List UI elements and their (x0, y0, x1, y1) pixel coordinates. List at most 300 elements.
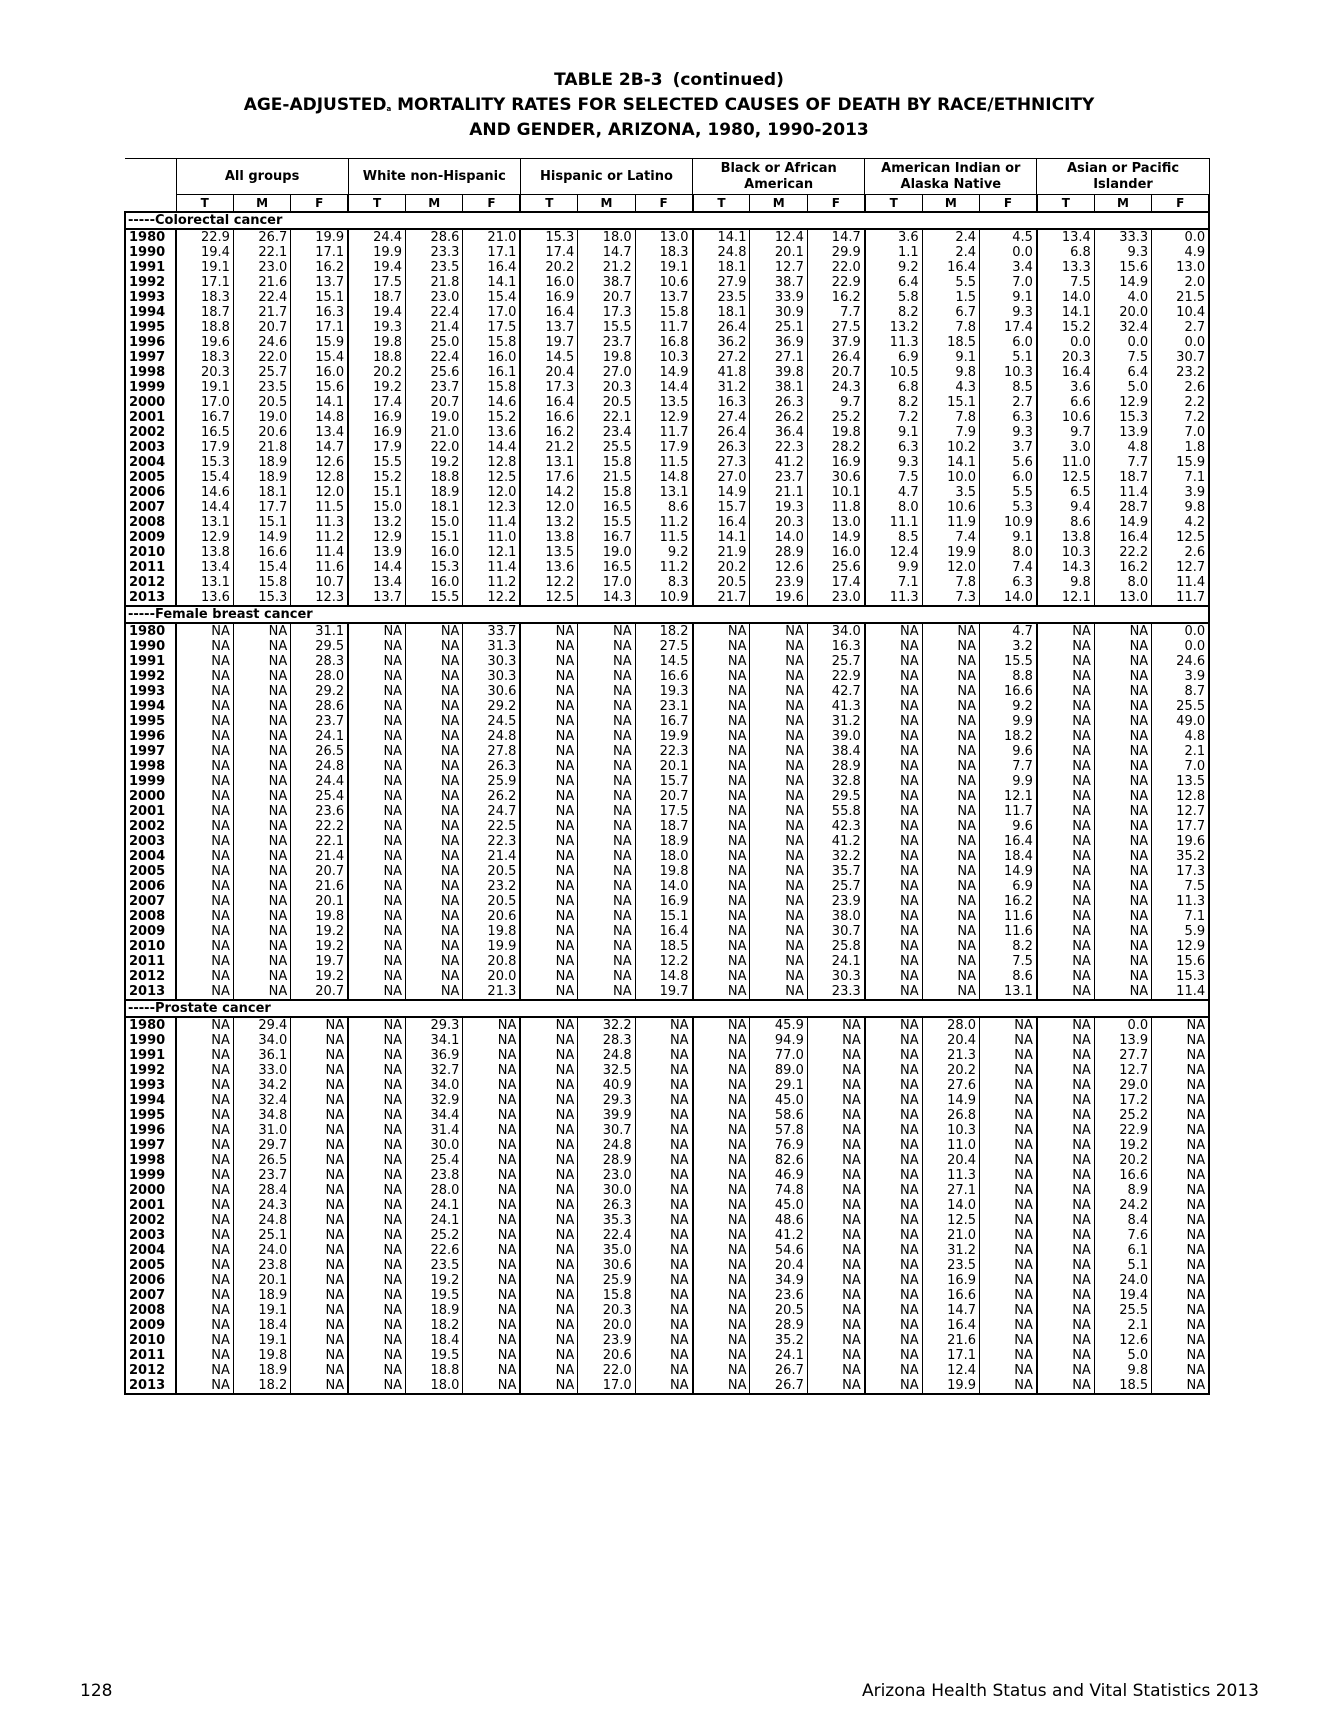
rate-cell: NA (865, 1168, 922, 1183)
rate-cell: 16.4 (922, 260, 979, 275)
rate-cell: NA (578, 699, 635, 714)
rate-cell: NA (291, 1048, 348, 1063)
rate-cell: 31.2 (807, 714, 864, 729)
rate-cell: 2.1 (1094, 1318, 1151, 1333)
rate-cell: NA (406, 909, 463, 924)
rate-cell: NA (865, 1078, 922, 1093)
rate-cell: NA (1037, 774, 1094, 789)
rate-cell: NA (233, 774, 290, 789)
rate-cell: NA (348, 744, 405, 759)
rate-cell: NA (635, 1153, 692, 1168)
rate-cell: NA (865, 1378, 922, 1394)
rate-cell: 16.6 (922, 1288, 979, 1303)
rate-cell: 9.3 (865, 455, 922, 470)
rate-cell: 7.2 (1152, 410, 1209, 425)
rate-cell: NA (348, 804, 405, 819)
rate-cell: NA (693, 1258, 750, 1273)
rate-cell: 15.5 (980, 654, 1037, 669)
rate-cell: NA (176, 1093, 233, 1108)
rate-cell: 30.7 (807, 924, 864, 939)
rate-cell: NA (807, 1273, 864, 1288)
rate-cell: 16.9 (520, 290, 577, 305)
rate-cell: NA (693, 804, 750, 819)
rate-cell: NA (865, 774, 922, 789)
section-label: -----Prostate cancer (125, 1000, 1209, 1017)
rate-cell: 18.9 (406, 485, 463, 500)
rate-cell: 0.0 (980, 245, 1037, 260)
year-cell: 2010 (125, 1333, 176, 1348)
rate-cell: 35.0 (578, 1243, 635, 1258)
rate-cell: 3.9 (1152, 669, 1209, 684)
rate-cell: 9.4 (1037, 500, 1094, 515)
gender-header-t: T (348, 195, 405, 213)
rate-cell: NA (635, 1243, 692, 1258)
rate-cell: 16.7 (635, 714, 692, 729)
rate-cell: 17.4 (807, 575, 864, 590)
rate-cell: NA (1094, 729, 1151, 744)
rate-cell: NA (578, 804, 635, 819)
rate-cell: 17.7 (1152, 819, 1209, 834)
rate-cell: 28.3 (578, 1033, 635, 1048)
rate-cell: 19.2 (348, 380, 405, 395)
rate-cell: 18.1 (406, 500, 463, 515)
rate-cell: 10.9 (980, 515, 1037, 530)
rate-cell: 20.1 (233, 1273, 290, 1288)
year-cell: 2010 (125, 939, 176, 954)
rate-cell: NA (1037, 804, 1094, 819)
rate-cell: 24.8 (578, 1138, 635, 1153)
rate-cell: 20.3 (578, 1303, 635, 1318)
rate-cell: 16.6 (980, 684, 1037, 699)
rate-cell: NA (1152, 1318, 1209, 1333)
rate-cell: NA (176, 623, 233, 639)
year-cell: 2012 (125, 575, 176, 590)
rate-cell: NA (406, 774, 463, 789)
rate-cell: NA (922, 639, 979, 654)
rate-cell: NA (1094, 939, 1151, 954)
rate-cell: NA (1037, 1153, 1094, 1168)
rate-cell: 21.3 (463, 984, 520, 1000)
rate-cell: 16.2 (291, 260, 348, 275)
rate-cell: NA (807, 1348, 864, 1363)
rate-cell: 12.5 (463, 470, 520, 485)
rate-cell: NA (348, 894, 405, 909)
rate-cell: NA (693, 924, 750, 939)
rate-cell: 27.7 (1094, 1048, 1151, 1063)
rate-cell: 8.2 (865, 305, 922, 320)
rate-cell: 13.3 (1037, 260, 1094, 275)
rate-cell: NA (980, 1198, 1037, 1213)
rate-cell: 15.4 (463, 290, 520, 305)
rate-cell: 18.3 (176, 290, 233, 305)
rate-cell: 12.0 (463, 485, 520, 500)
rate-cell: NA (348, 984, 405, 1000)
rate-cell: 20.5 (233, 395, 290, 410)
rate-cell: 20.5 (463, 864, 520, 879)
rate-cell: 20.5 (463, 894, 520, 909)
rate-cell: 34.0 (406, 1078, 463, 1093)
rate-cell: 27.0 (578, 365, 635, 380)
rate-cell: NA (463, 1348, 520, 1363)
rate-cell: 16.7 (176, 410, 233, 425)
rate-cell: 18.1 (693, 305, 750, 320)
rate-cell: 19.7 (291, 954, 348, 969)
rate-cell: NA (693, 1123, 750, 1138)
rate-cell: NA (807, 1033, 864, 1048)
rate-cell: NA (348, 1108, 405, 1123)
year-cell: 2007 (125, 500, 176, 515)
gender-header-f: F (291, 195, 348, 213)
table-row (125, 954, 1209, 969)
rate-cell: NA (1094, 894, 1151, 909)
rate-cell: NA (348, 1213, 405, 1228)
rate-cell: 24.4 (348, 229, 405, 245)
rate-cell: NA (865, 699, 922, 714)
rate-cell: NA (578, 894, 635, 909)
rate-cell: NA (406, 969, 463, 984)
rate-cell: 19.9 (348, 245, 405, 260)
rate-cell: 8.0 (1094, 575, 1151, 590)
table-row (125, 305, 1209, 320)
rate-cell: NA (176, 969, 233, 984)
rate-cell: 13.4 (291, 425, 348, 440)
rate-cell: NA (348, 879, 405, 894)
rate-cell: NA (635, 1033, 692, 1048)
table-row (125, 819, 1209, 834)
rate-cell: 34.0 (807, 623, 864, 639)
group-header-row (125, 159, 1209, 195)
rate-cell: NA (865, 744, 922, 759)
rate-cell: 12.9 (348, 530, 405, 545)
rate-cell: 34.8 (233, 1108, 290, 1123)
rate-cell: NA (1037, 654, 1094, 669)
rate-cell: NA (865, 1258, 922, 1273)
rate-cell: NA (693, 1168, 750, 1183)
rate-cell: 8.5 (980, 380, 1037, 395)
year-cell: 2003 (125, 440, 176, 455)
rate-cell: 13.2 (348, 515, 405, 530)
rate-cell: NA (406, 879, 463, 894)
rate-cell: NA (291, 1258, 348, 1273)
rate-cell: 10.4 (1152, 305, 1209, 320)
rate-cell: 20.2 (922, 1063, 979, 1078)
rate-cell: 20.7 (807, 365, 864, 380)
year-cell: 1995 (125, 1108, 176, 1123)
rate-cell: NA (578, 759, 635, 774)
rate-cell: NA (980, 1288, 1037, 1303)
rate-cell: 6.6 (1037, 395, 1094, 410)
rate-cell: NA (1152, 1093, 1209, 1108)
rate-cell: 32.4 (1094, 320, 1151, 335)
year-cell: 2008 (125, 909, 176, 924)
rate-cell: 11.4 (1094, 485, 1151, 500)
rate-cell: 12.1 (1037, 590, 1094, 606)
rate-cell: 2.7 (980, 395, 1037, 410)
rate-cell: 29.3 (406, 1017, 463, 1033)
rate-cell: NA (348, 1063, 405, 1078)
year-cell: 2000 (125, 1183, 176, 1198)
rate-cell: NA (578, 864, 635, 879)
year-cell: 1992 (125, 669, 176, 684)
rate-cell: 17.5 (463, 320, 520, 335)
rate-cell: NA (1037, 894, 1094, 909)
rate-cell: NA (865, 1033, 922, 1048)
rate-cell: 28.0 (291, 669, 348, 684)
rate-cell: 17.3 (578, 305, 635, 320)
rate-cell: 16.5 (176, 425, 233, 440)
rate-cell: 23.8 (233, 1258, 290, 1273)
rate-cell: NA (865, 1243, 922, 1258)
rate-cell: NA (922, 909, 979, 924)
rate-cell: 16.7 (578, 530, 635, 545)
rate-cell: 16.9 (922, 1273, 979, 1288)
rate-cell: NA (693, 954, 750, 969)
mortality-table (124, 158, 1210, 1395)
rate-cell: NA (1037, 954, 1094, 969)
gender-header-t: T (1037, 195, 1094, 213)
rate-cell: 25.5 (578, 440, 635, 455)
rate-cell: 7.8 (922, 575, 979, 590)
rate-cell: NA (693, 1033, 750, 1048)
rate-cell: NA (1037, 1333, 1094, 1348)
rate-cell: NA (291, 1273, 348, 1288)
rate-cell: 58.6 (750, 1108, 807, 1123)
rate-cell: NA (406, 669, 463, 684)
rate-cell: NA (520, 819, 577, 834)
rate-cell: NA (348, 699, 405, 714)
rate-cell: 13.6 (463, 425, 520, 440)
rate-cell: 21.0 (922, 1228, 979, 1243)
rate-cell: 30.0 (406, 1138, 463, 1153)
rate-cell: NA (406, 639, 463, 654)
rate-cell: 12.5 (520, 590, 577, 606)
rate-cell: 9.8 (1094, 1363, 1151, 1378)
table-row (125, 669, 1209, 684)
rate-cell: 30.9 (750, 305, 807, 320)
rate-cell: NA (520, 1363, 577, 1378)
rate-cell: 28.9 (578, 1153, 635, 1168)
rate-cell: 26.4 (807, 350, 864, 365)
rate-cell: 0.0 (1152, 229, 1209, 245)
rate-cell: 19.2 (406, 455, 463, 470)
rate-cell: NA (865, 939, 922, 954)
rate-cell: 19.9 (291, 229, 348, 245)
caption-rest: MORTALITY RATES FOR SELECTED CAUSES OF DEATH BY RACE/ETHNICITY (391, 95, 1095, 115)
rate-cell: 17.1 (291, 320, 348, 335)
rate-cell: NA (1094, 804, 1151, 819)
rate-cell: 18.9 (635, 834, 692, 849)
gender-header-m: M (233, 195, 290, 213)
rate-cell: 38.0 (807, 909, 864, 924)
rate-cell: 24.8 (578, 1048, 635, 1063)
rate-cell: NA (176, 774, 233, 789)
rate-cell: 3.6 (1037, 380, 1094, 395)
rate-cell: NA (463, 1198, 520, 1213)
rate-cell: 12.3 (291, 590, 348, 606)
rate-cell: 15.1 (348, 485, 405, 500)
rate-cell: NA (176, 954, 233, 969)
year-cell: 2000 (125, 395, 176, 410)
rate-cell: 23.3 (807, 984, 864, 1000)
rate-cell: 19.3 (348, 320, 405, 335)
rate-cell: 17.2 (1094, 1093, 1151, 1108)
table-row (125, 864, 1209, 879)
rate-cell: NA (520, 849, 577, 864)
rate-cell: NA (520, 1228, 577, 1243)
rate-cell: 13.0 (1152, 260, 1209, 275)
rate-cell: 33.3 (1094, 229, 1151, 245)
rate-cell: NA (922, 684, 979, 699)
rate-cell: NA (291, 1168, 348, 1183)
table-row (125, 1093, 1209, 1108)
rate-cell: NA (176, 1138, 233, 1153)
rate-cell: 15.3 (176, 455, 233, 470)
rate-cell: 3.7 (980, 440, 1037, 455)
year-cell: 2008 (125, 1303, 176, 1318)
rate-cell: 18.8 (406, 470, 463, 485)
rate-cell: NA (693, 623, 750, 639)
rate-cell: 19.0 (233, 410, 290, 425)
rate-cell: 22.3 (635, 744, 692, 759)
rate-cell: 33.9 (750, 290, 807, 305)
rate-cell: NA (922, 849, 979, 864)
rate-cell: 32.5 (578, 1063, 635, 1078)
rate-cell: NA (693, 1138, 750, 1153)
rate-cell: 25.4 (406, 1153, 463, 1168)
rate-cell: 29.1 (750, 1078, 807, 1093)
rate-cell: 22.9 (176, 229, 233, 245)
rate-cell: NA (922, 714, 979, 729)
rate-cell: 38.4 (807, 744, 864, 759)
rate-cell: 18.2 (635, 623, 692, 639)
rate-cell: NA (980, 1243, 1037, 1258)
rate-cell: 20.6 (233, 425, 290, 440)
rate-cell: 28.3 (291, 654, 348, 669)
rate-cell: NA (1037, 1303, 1094, 1318)
gender-header-t: T (176, 195, 233, 213)
rate-cell: 6.4 (865, 275, 922, 290)
rate-cell: NA (520, 879, 577, 894)
rate-cell: 11.3 (922, 1168, 979, 1183)
rate-cell: 7.0 (980, 275, 1037, 290)
rate-cell: NA (291, 1198, 348, 1213)
rate-cell: NA (865, 984, 922, 1000)
rate-cell: 10.2 (922, 440, 979, 455)
rate-cell: NA (520, 1243, 577, 1258)
rate-cell: 9.8 (922, 365, 979, 380)
rate-cell: NA (1037, 1363, 1094, 1378)
rate-cell: 23.5 (233, 380, 290, 395)
rate-cell: 27.8 (463, 744, 520, 759)
year-cell: 2007 (125, 1288, 176, 1303)
rate-cell: NA (348, 1348, 405, 1363)
rate-cell: 1.5 (922, 290, 979, 305)
year-cell: 2011 (125, 560, 176, 575)
rate-cell: NA (463, 1243, 520, 1258)
rate-cell: NA (922, 729, 979, 744)
rate-cell: NA (693, 789, 750, 804)
rate-cell: NA (807, 1363, 864, 1378)
rate-cell: 18.3 (176, 350, 233, 365)
rate-cell: 57.8 (750, 1123, 807, 1138)
rate-cell: NA (176, 864, 233, 879)
rate-cell: 27.3 (693, 455, 750, 470)
rate-cell: 22.9 (807, 275, 864, 290)
rate-cell: NA (348, 969, 405, 984)
rate-cell: NA (980, 1348, 1037, 1363)
rate-cell: NA (750, 639, 807, 654)
rate-cell: 13.0 (1094, 590, 1151, 606)
rate-cell: NA (520, 789, 577, 804)
rate-cell: NA (1094, 699, 1151, 714)
year-cell: 1980 (125, 229, 176, 245)
rate-cell: NA (348, 1017, 405, 1033)
rate-cell: 11.4 (291, 545, 348, 560)
rate-cell: NA (1152, 1183, 1209, 1198)
rate-cell: 13.1 (635, 485, 692, 500)
year-cell: 1996 (125, 729, 176, 744)
rate-cell: NA (233, 654, 290, 669)
rate-cell: NA (406, 804, 463, 819)
rate-cell: 13.1 (520, 455, 577, 470)
rate-cell: 14.9 (1094, 515, 1151, 530)
rate-cell: 19.4 (176, 245, 233, 260)
rate-cell: 7.4 (980, 560, 1037, 575)
rate-cell: 11.7 (635, 425, 692, 440)
rate-cell: 35.7 (807, 864, 864, 879)
rate-cell: 23.7 (233, 1168, 290, 1183)
rate-cell: 48.6 (750, 1213, 807, 1228)
rate-cell: 41.3 (807, 699, 864, 714)
rate-cell: NA (348, 924, 405, 939)
rate-cell: 14.9 (693, 485, 750, 500)
rate-cell: NA (176, 1063, 233, 1078)
rate-cell: 14.7 (578, 245, 635, 260)
rate-cell: NA (635, 1123, 692, 1138)
year-cell: 1996 (125, 335, 176, 350)
rate-cell: NA (348, 1198, 405, 1213)
rate-cell: NA (807, 1078, 864, 1093)
table-row (125, 1017, 1209, 1033)
table-row (125, 623, 1209, 639)
rate-cell: 14.1 (291, 395, 348, 410)
rate-cell: NA (520, 654, 577, 669)
rate-cell: 26.3 (578, 1198, 635, 1213)
year-cell: 2011 (125, 954, 176, 969)
rate-cell: NA (520, 969, 577, 984)
rate-cell: NA (233, 924, 290, 939)
rate-cell: NA (520, 1093, 577, 1108)
rate-cell: 33.0 (233, 1063, 290, 1078)
rate-cell: NA (291, 1318, 348, 1333)
rate-cell: NA (1152, 1138, 1209, 1153)
rate-cell: 31.3 (463, 639, 520, 654)
rate-cell: 21.7 (233, 305, 290, 320)
rate-cell: 16.5 (578, 500, 635, 515)
rate-cell: 11.3 (865, 335, 922, 350)
rate-cell: NA (406, 699, 463, 714)
table-continued: (continued) (672, 70, 784, 90)
rate-cell: 18.8 (176, 320, 233, 335)
year-cell: 2007 (125, 894, 176, 909)
rate-cell: NA (1152, 1258, 1209, 1273)
rate-cell: NA (291, 1183, 348, 1198)
rate-cell: NA (693, 759, 750, 774)
table-row (125, 894, 1209, 909)
rate-cell: 9.9 (865, 560, 922, 575)
rate-cell: NA (1037, 1273, 1094, 1288)
rate-cell: 14.4 (635, 380, 692, 395)
